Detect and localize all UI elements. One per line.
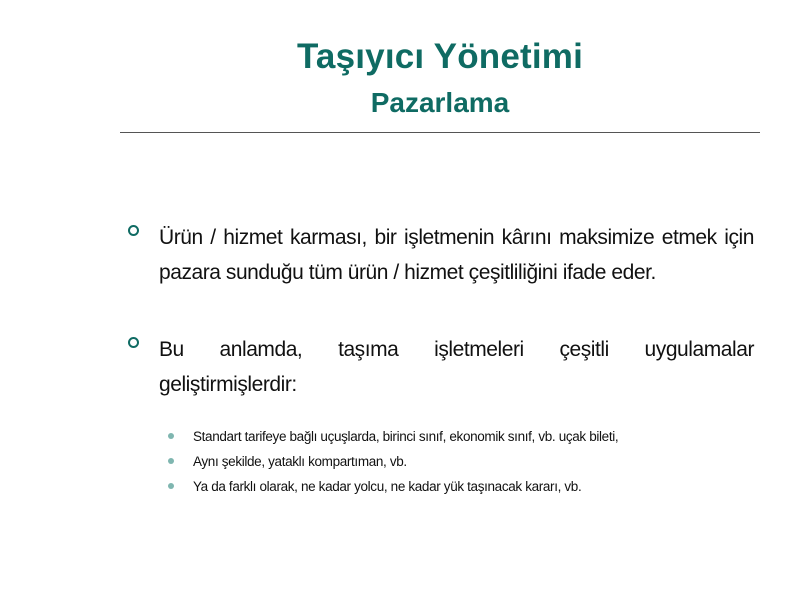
subbullet-text: Ya da farklı olarak, ne kadar yolcu, ne kadar yük taşınacak kararı, vb.	[193, 479, 582, 494]
hollow-circle-bullet-icon	[128, 225, 139, 236]
subbullet-item	[168, 424, 758, 449]
subbullet-item	[168, 474, 758, 499]
bullet-text-line-2: geliştirmişlerdir:	[159, 373, 297, 396]
hollow-circle-bullet-icon	[128, 337, 139, 348]
subbullet-item	[168, 449, 758, 474]
slide-subtitle: Pazarlama	[370, 87, 510, 118]
subbullet-list	[168, 424, 758, 499]
subbullet-text: Standart tarifeye bağlı uçuşlarda, birinci sınıf, ekonomik sınıf, vb. uçak bileti,	[193, 429, 619, 444]
title-divider	[120, 132, 760, 133]
bullet-text	[159, 332, 754, 402]
bullet-text: Ürün / hizmet karması, bir işletmenin kârını maksimize etmek için pazara sunduğu tüm ürün / hizmet çeşitliliğini ifade eder.	[159, 226, 754, 284]
dot-bullet-icon	[168, 483, 174, 489]
subbullet-text: Aynı şekilde, yataklı kompartıman, vb.	[193, 454, 407, 469]
slide-title: Taşıyıcı Yönetimi	[296, 37, 584, 76]
dot-bullet-icon	[168, 433, 174, 439]
dot-bullet-icon	[168, 458, 174, 464]
bullet-item	[128, 220, 754, 290]
bullet-item	[128, 332, 754, 402]
bullet-text-line-1: Bu anlamda, taşıma işletmeleri çeşitli uygulamalar	[159, 338, 754, 361]
